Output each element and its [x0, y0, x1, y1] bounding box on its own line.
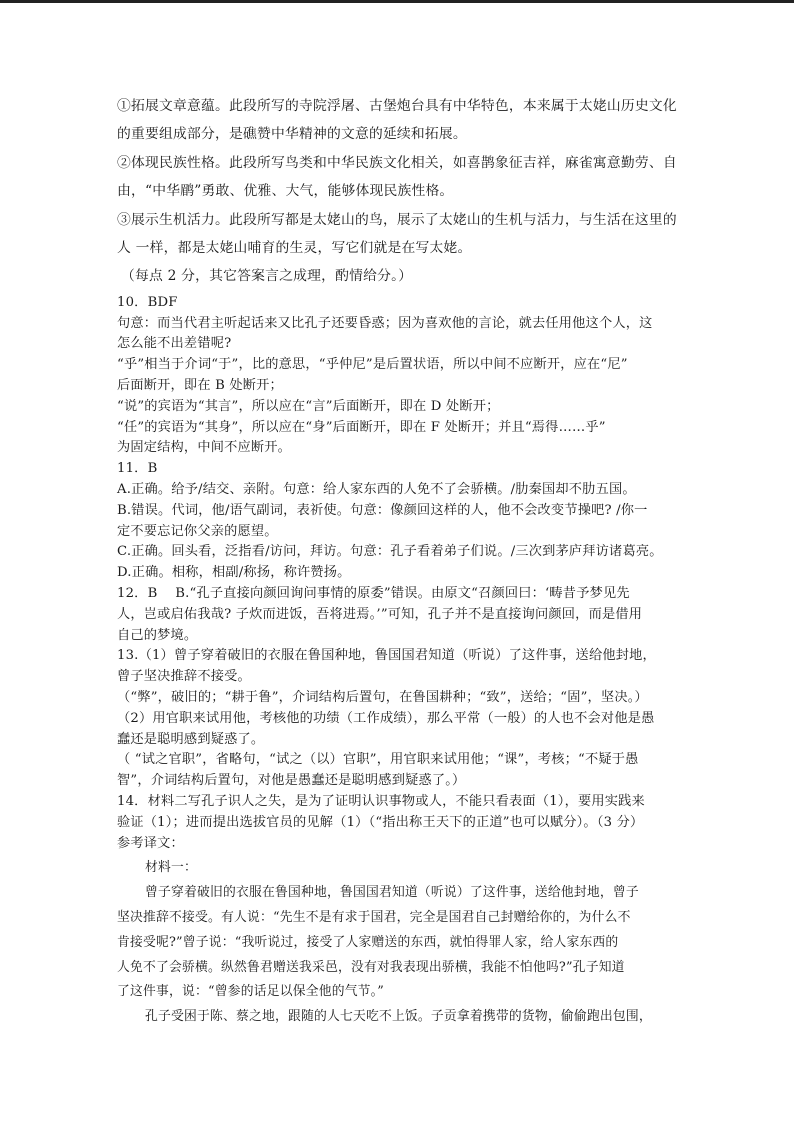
answer-line: 智”，介词结构后置句，对他是愚蠢还是聪明感到疑惑了。）: [117, 773, 466, 789]
answer-line: 验证（1）；进而提出选拔官员的见解（1）（“指出称王天下的正道”也可以赋分）。（3 分）: [117, 814, 644, 830]
answer-line: 自己的梦境。: [117, 627, 198, 643]
answer-line: 为固定结构，中间不应断开。: [117, 440, 292, 456]
answer-page: [117, 92, 692, 1030]
answer-line: A.正确。给予/结交、亲附。句意：给人家东西的人免不了会骄横。/肋秦国却不肋五国。: [117, 482, 636, 498]
answer-line: “说”的宾语为“其言”，所以应在“言”后面断开，即在 D 处断开；: [117, 398, 500, 414]
answer-line: 参考译文：: [117, 835, 184, 851]
translation-line: 孔子受困于陈、蔡之地，跟随的人七天吃不上饭。子贡拿着携带的货物，偷偷跑出包围，: [145, 1009, 652, 1025]
answer-line: 人，岂或启佑我哉? 子炊而进饭，吾将进焉。’”可知，孔子并不是直接询问颜回，而是借用: [117, 606, 643, 622]
answer-line: D.正确。相称，相副/称扬，称许赞扬。: [117, 565, 351, 581]
q9-point-1-line-1: ①拓展文章意蕴。此段所写的寺院浮屠、古堡炮台具有中华特色，本来属于太姥山历史文化: [117, 98, 677, 114]
answer-line: 13.（1）曾子穿着破旧的衣服在鲁国种地，鲁国国君知道（听说）了这件事，送给他封地，: [117, 648, 656, 664]
answer-line: C.正确。回头看，泛指看/访问，拜访。句意：孔子看着弟子们说。/三次到茅庐拜访诸葛亮。: [117, 544, 663, 560]
q9-answer-section: [117, 92, 692, 291]
top-border-line: [0, 0, 794, 3]
answer-line: 14．材料二写孔子识人之失，是为了证明认识事物或人，不能只看表面（1），要用实践来: [117, 793, 645, 809]
answer-line: B.错误。代词，他/语气副词，表祈使。句意：像颜回这样的人，他不会改变节操吧? /你一: [117, 502, 648, 518]
answer-line: （“弊”，破旧的；“耕于鲁”，介词结构后置句，在鲁国耕种；“致”，送给；“固”，坚决。）: [117, 689, 648, 705]
answer-line: 蠢还是聪明感到疑惑了。: [117, 731, 265, 747]
answer-line: 12．B B.“孔子直接向颜回询问事情的原委”错误。由原文“召颜回曰：‘畴昔予梦见先: [117, 586, 630, 601]
answer-line: “乎”相当于介词“于”，比的意思，“乎仲尼”是后置状语，所以中间不应断开，应在“尼”: [117, 357, 628, 373]
answer-line: 定不要忘记你父亲的愿望。: [117, 523, 278, 539]
answer-line: 曾子坚决推辞不接受。: [117, 669, 251, 685]
translation-line: 曾子穿着破旧的衣服在鲁国种地，鲁国国君知道（听说）了这件事，送给他封地，曾子: [145, 885, 639, 901]
q9-point-2-line-1: ②体现民族性格。此段所写鸟类和中华民族文化相关，如喜鹊象征吉祥，麻雀寓意勤劳、自: [117, 154, 677, 171]
translation-line: 坚决推辞不接受。有人说：“先生不是有求于国君，完全是国君自己封赠给你的，为什么不: [117, 909, 631, 925]
translation-line: 肯接受呢?”曾子说：“我听说过，接受了人家赠送的东西，就怕得罪人家，给人家东西的: [117, 934, 619, 950]
q9-point-3-line-2: 人 一样，都是太姥山哺育的生灵，写它们就是在写太姥。: [117, 240, 472, 257]
answer-line: 10．BDF: [117, 294, 178, 310]
answer-line: （2）用官职来试用他，考核他的功绩（工作成绩），那么平常（一般）的人也不会对他是愚: [117, 710, 655, 726]
q9-point-3-line-1: ③展示生机活力。此段所写都是太姥山的鸟，展示了太姥山的生机与活力，与生活在这里的: [117, 211, 677, 228]
answer-line: 怎么能不出差错呢?: [117, 336, 232, 352]
answer-line: 11．B: [117, 461, 158, 477]
answer-line: 句意：而当代君主听起话来又比孔子还要昏惑；因为喜欢他的言论，就去任用他这个人，这: [117, 315, 653, 331]
answer-line: （ “试之官职”，省略句，“试之（以）官职”，用官职来试用他；“课”，考核；“不疑于愚: [117, 752, 639, 768]
translation-line: 了这件事，说：“曾参的话足以保全他的气节。”: [117, 984, 385, 1000]
q9-scoring-note: （每点 2 分，其它答案言之成理，酌情给分。）: [121, 268, 413, 285]
answer-line: 后面断开，即在 B 处断开；: [117, 378, 283, 394]
translation-line: 人免不了会骄横。纵然鲁君赠送我采邑，没有对我表现出骄横，我能不怕他吗?”孔子知道: [117, 959, 625, 975]
q9-point-2-line-2: 由，“中华鹛”勇敢、优雅、大气，能够体现民族性格。: [117, 183, 454, 200]
translation-title: 材料一：: [145, 860, 197, 876]
answer-line: “任”的宾语为“其身”，所以应在“身”后面断开，即在 F 处断开；并且“焉得……乎”: [117, 419, 606, 435]
answers-10-14-section: [117, 293, 692, 855]
reference-translation-section: [117, 856, 692, 1030]
q9-point-1-line-2: 的重要组成部分，是礁赞中华精神的文意的延续和拓展。: [117, 126, 467, 143]
